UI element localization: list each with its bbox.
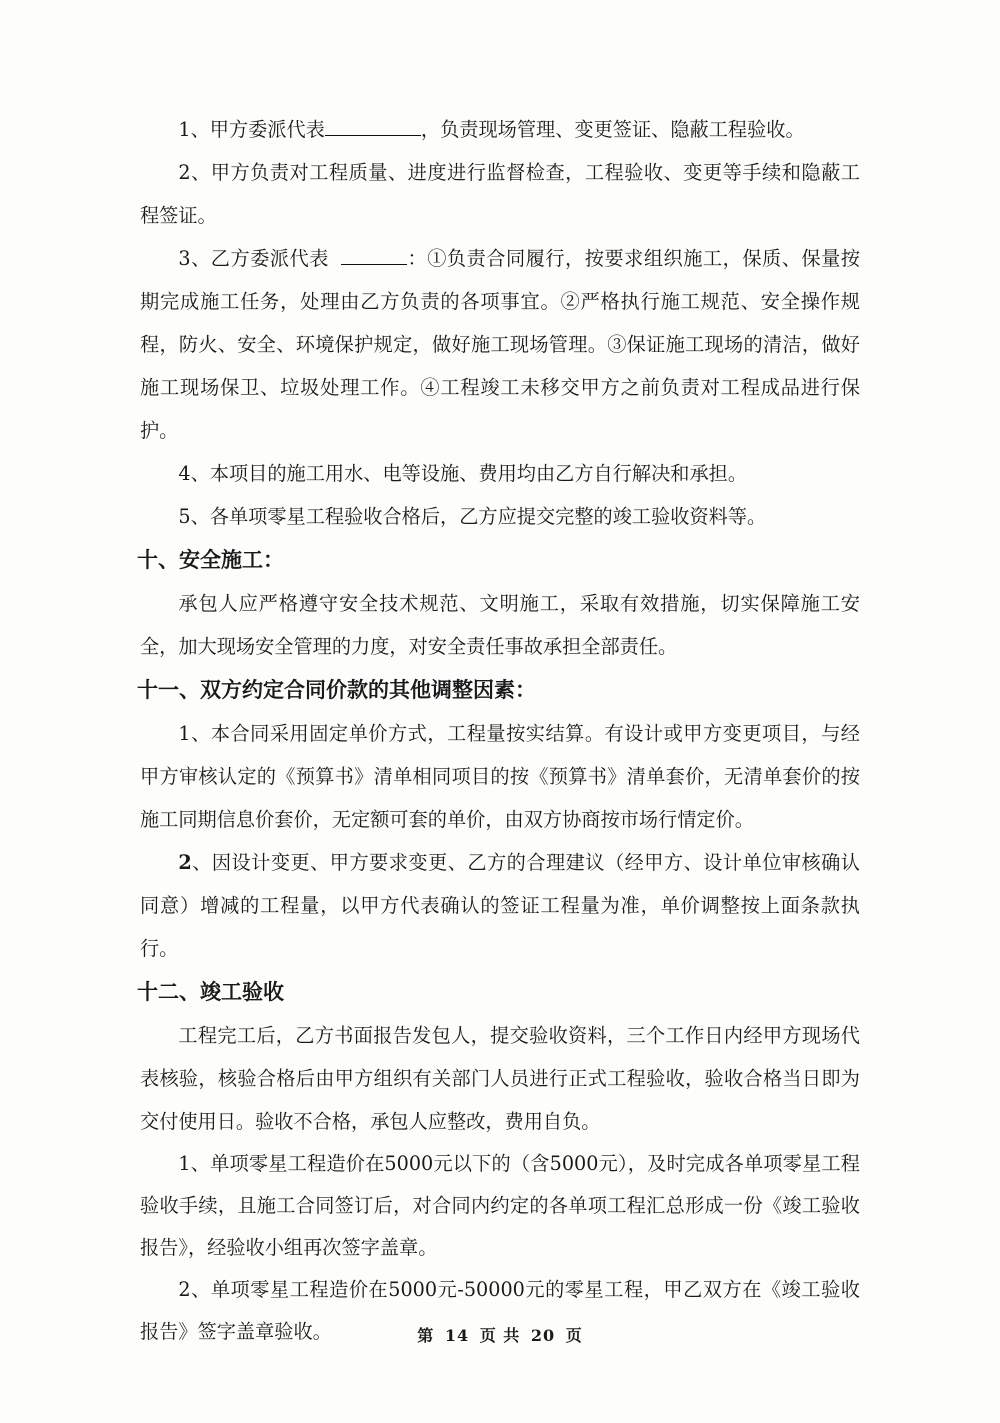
page-content — [137, 108, 860, 1353]
page-footer — [0, 1323, 1000, 1346]
section-10-paragraph-1: 承包人应严格遵守安全技术规范、文明施工，采取有效措施，切实保障施工安全，加大现场安全管理的力度，对安全责任事故承担全部责任。 — [140, 592, 860, 658]
section-11-p2-text: 、因设计变更、甲方要求变更、乙方的合理建议（经甲方、设计单位审核确认同意）增减的工程量，以甲方代表确认的签证工程量为准，单价调整按上面条款执行。 — [140, 851, 860, 960]
item9-paragraph-4: 4、本项目的施工用水、电等设施、费用均由乙方自行解决和承担。 — [178, 462, 748, 485]
footer-prefix: 第 — [417, 1326, 435, 1345]
footer-mid: 页 共 — [479, 1326, 521, 1345]
section-12-paragraph-2: 1、单项零星工程造价在5000元以下的（含5000元），及时完成各单项零星工程验收手续，且施工合同签订后，对合同内约定的各单项工程汇总形成一份《竣工验收报告》，经验收小组再次签字盖章。 — [140, 1152, 860, 1259]
section-11-p2-number: 2 — [178, 851, 192, 874]
section-11-heading: 十一、双方约定合同价款的其他调整因素： — [137, 677, 536, 702]
section-10-heading: 十、安全施工： — [137, 547, 284, 572]
representative-blank-b — [341, 245, 407, 265]
item9-paragraph-1 — [140, 108, 860, 151]
footer-current-page: 14 — [444, 1326, 470, 1345]
item9-p1-text-after: ，负责现场管理、变更签证、隐蔽工程验收。 — [420, 118, 805, 141]
item9-p3-text: 3、乙方委派代表 — [178, 247, 329, 270]
section-12-heading: 十二、竣工验收 — [137, 979, 284, 1004]
item9-paragraph-3 — [140, 237, 860, 452]
item9-p1-text: 1、甲方委派代表 — [178, 118, 325, 141]
representative-blank-a — [325, 116, 421, 136]
section-12-paragraph-1: 工程完工后，乙方书面报告发包人，提交验收资料，三个工作日内经甲方现场代表核验，核验合格后由甲方组织有关部门人员进行正式工程验收，验收合格当日即为交付使用日。验收不合格，承包人应整改，费用自负。 — [140, 1024, 860, 1133]
footer-total-pages: 20 — [530, 1326, 556, 1345]
footer-suffix: 页 — [565, 1326, 583, 1345]
item9-paragraph-2: 2、甲方负责对工程质量、进度进行监督检查，工程验收、变更等手续和隐蔽工程签证。 — [140, 161, 860, 227]
item9-paragraph-5: 5、各单项零星工程验收合格后，乙方应提交完整的竣工验收资料等。 — [178, 505, 767, 528]
item9-p3-text-after: ：①负责合同履行，按要求组织施工，保质、保量按期完成施工任务，处理由乙方负责的各项事宜。②严格执行施工规范、安全操作规程，防火、安全、环境保护规定，做好施工现场管理。③保证施工现场的清洁，做好施工现场保卫、垃圾处理工作。④工程竣工未移交甲方之前负责对工程成品进行保护。 — [140, 247, 860, 442]
section-12-paragraph-3: 2、单项零星工程造价在5000元-50000元的零星工程，甲乙双方在《竣工验收报告》签字盖章验收。 — [140, 1278, 860, 1343]
section-11-paragraph-1: 1、本合同采用固定单价方式，工程量按实结算。有设计或甲方变更项目，与经甲方审核认定的《预算书》清单相同项目的按《预算书》清单套价，无清单套价的按施工同期信息价套价，无定额可套的单价，由双方协商按市场行情定价。 — [140, 722, 860, 831]
section-11-paragraph-2 — [140, 841, 860, 970]
